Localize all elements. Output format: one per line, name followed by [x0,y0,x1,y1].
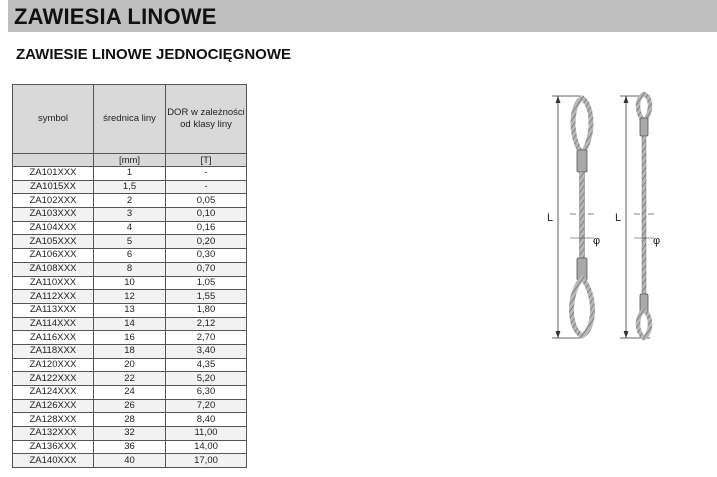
table-row [13,208,247,222]
table-row [13,413,247,427]
cell-dor: - [166,180,247,194]
cell-dor: 7,20 [166,399,247,413]
table-row [13,235,247,249]
cell-dor: 1,80 [166,303,247,317]
cell-diameter: 3 [94,208,166,222]
page-title: ZAWIESIA LINOWE [14,4,217,29]
table-row [13,427,247,441]
cell-diameter: 2 [94,194,166,208]
right-bottom-eye [638,310,650,338]
cell-symbol: ZA126XXX [13,399,94,413]
cell-symbol: ZA120XXX [13,358,94,372]
cell-symbol: ZA113XXX [13,303,94,317]
left-rope [580,172,585,258]
cell-dor: 8,40 [166,413,247,427]
left-sling [547,96,600,338]
unit-symbol [13,154,94,167]
left-top-eye [573,98,591,154]
right-length-label: L [615,212,622,224]
table-row [13,194,247,208]
unit-diameter: [mm] [94,154,166,167]
cell-diameter: 1,5 [94,180,166,194]
header-diameter: średnica liny [94,85,166,154]
unit-dor: [T] [166,154,247,167]
cell-diameter: 24 [94,386,166,400]
table-row [13,221,247,235]
cell-diameter: 36 [94,440,166,454]
cell-symbol: ZA108XXX [13,262,94,276]
cell-symbol: ZA136XXX [13,440,94,454]
left-top-ferrule [577,150,587,172]
table-row [13,386,247,400]
cell-dor: 1,55 [166,290,247,304]
page-subtitle: ZAWIESIE LINOWE JEDNOCIĘGNOWE [16,46,292,63]
cell-dor: 5,20 [166,372,247,386]
right-diameter-label: φ [653,235,661,247]
right-sling [615,94,660,338]
cell-symbol: ZA124XXX [13,386,94,400]
cell-dor: 4,35 [166,358,247,372]
right-top-ferrule [640,118,648,136]
cell-diameter: 18 [94,344,166,358]
cell-dor: 14,00 [166,440,247,454]
cell-dor: - [166,167,247,181]
table-row [13,276,247,290]
right-rope [642,136,646,294]
cell-symbol: ZA114XXX [13,317,94,331]
cell-symbol: ZA1015XX [13,180,94,194]
cell-symbol: ZA140XXX [13,454,94,468]
cell-dor: 17,00 [166,454,247,468]
cell-dor: 0,70 [166,262,247,276]
cell-symbol: ZA101XXX [13,167,94,181]
cell-diameter: 14 [94,317,166,331]
cell-diameter: 22 [94,372,166,386]
sling-spec-table [12,84,247,468]
cell-dor: 2,70 [166,331,247,345]
cell-symbol: ZA116XXX [13,331,94,345]
cell-dor: 0,30 [166,249,247,263]
cell-dor: 0,20 [166,235,247,249]
table-row [13,440,247,454]
left-diameter-label: φ [593,235,601,247]
cell-symbol: ZA103XXX [13,208,94,222]
cell-symbol: ZA104XXX [13,221,94,235]
table-row [13,358,247,372]
cell-dor: 0,05 [166,194,247,208]
table-row [13,372,247,386]
cell-diameter: 6 [94,249,166,263]
left-length-label: L [547,212,554,224]
cell-dor: 3,40 [166,344,247,358]
table-row [13,317,247,331]
table-row [13,303,247,317]
cell-symbol: ZA128XXX [13,413,94,427]
cell-dor: 1,05 [166,276,247,290]
cell-diameter: 5 [94,235,166,249]
cell-symbol: ZA118XXX [13,344,94,358]
cell-diameter: 10 [94,276,166,290]
table-row [13,399,247,413]
title-bar [8,0,717,32]
cell-dor: 11,00 [166,427,247,441]
left-bottom-eye [572,278,593,336]
cell-symbol: ZA122XXX [13,372,94,386]
table-row [13,331,247,345]
cell-diameter: 1 [94,167,166,181]
cell-diameter: 4 [94,221,166,235]
cell-diameter: 40 [94,454,166,468]
cell-dor: 6,30 [166,386,247,400]
cell-dor: 0,10 [166,208,247,222]
cell-diameter: 20 [94,358,166,372]
cell-diameter: 26 [94,399,166,413]
table-row [13,180,247,194]
cell-diameter: 28 [94,413,166,427]
cell-symbol: ZA102XXX [13,194,94,208]
cell-diameter: 13 [94,303,166,317]
cell-symbol: ZA112XXX [13,290,94,304]
header-dor: DOR w zależności od klasy liny [166,85,247,154]
header-symbol: symbol [13,85,94,154]
cell-dor: 2,12 [166,317,247,331]
table-row [13,290,247,304]
cell-symbol: ZA132XXX [13,427,94,441]
cell-diameter: 12 [94,290,166,304]
table-row [13,249,247,263]
cell-diameter: 16 [94,331,166,345]
cell-diameter: 32 [94,427,166,441]
cell-symbol: ZA105XXX [13,235,94,249]
cell-diameter: 8 [94,262,166,276]
cell-symbol: ZA110XXX [13,276,94,290]
cell-dor: 0,16 [166,221,247,235]
table-row [13,344,247,358]
table-row [13,454,247,468]
table-row [13,262,247,276]
cell-symbol: ZA106XXX [13,249,94,263]
sling-diagram [540,88,680,348]
table-body [13,167,247,468]
table-row [13,167,247,181]
